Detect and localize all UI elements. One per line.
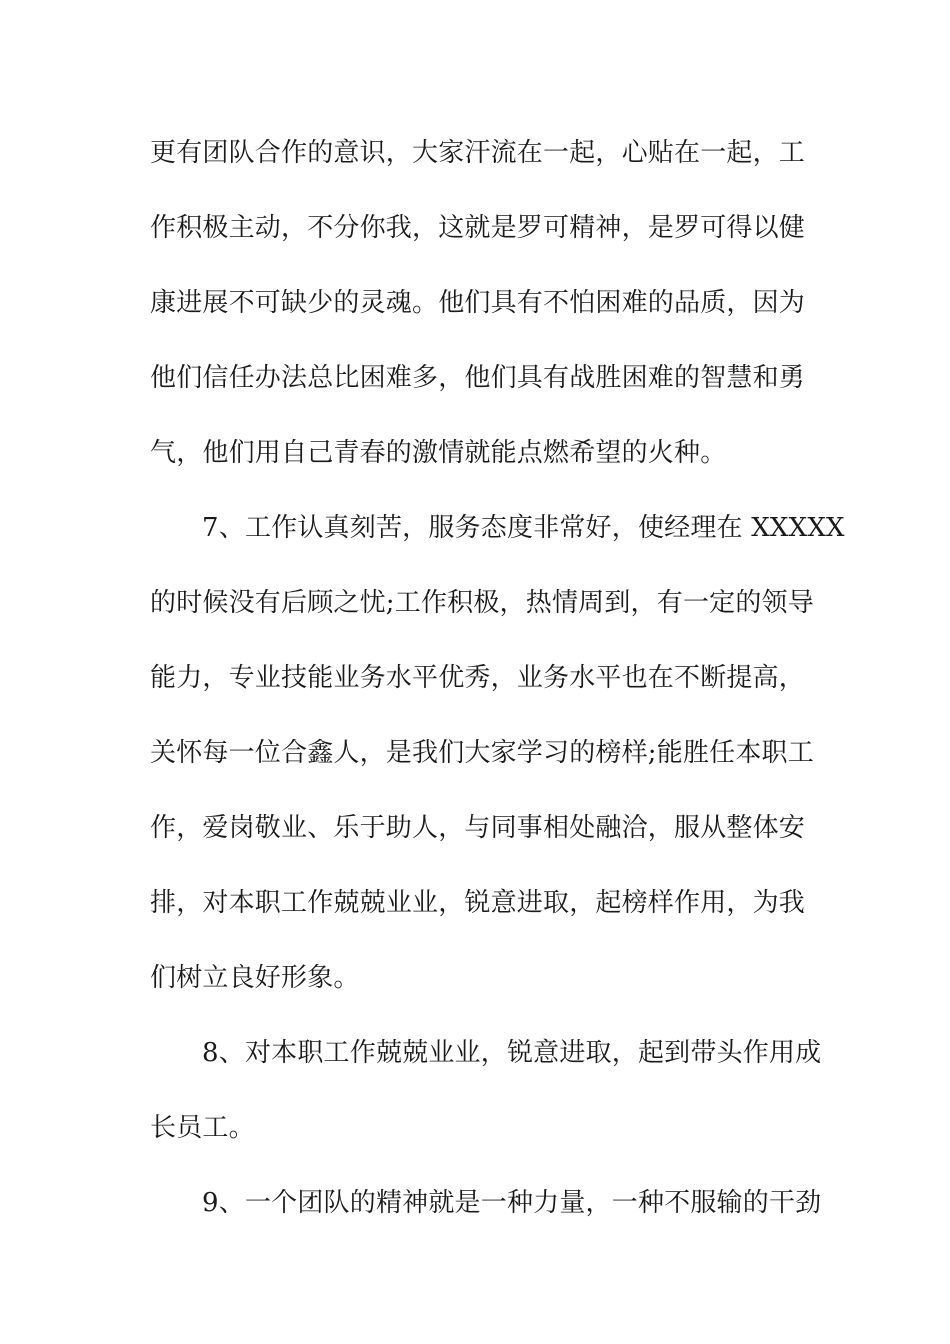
- text-line: 他们信任办法总比困难多，他们具有战胜困难的智慧和勇: [150, 363, 806, 393]
- text-line: 能力，专业技能业务水平优秀，业务水平也在不断提高，: [150, 663, 806, 693]
- text-line: 更有团队合作的意识，大家汗流在一起，心贴在一起，工: [150, 138, 806, 168]
- text-line: 的时候没有后顾之忧;工作积极，热情周到，有一定的领导: [150, 588, 814, 618]
- text-line: 排，对本职工作兢兢业业，锐意进取，起榜样作用，为我: [150, 888, 806, 918]
- paragraph-8-start: 8、对本职工作兢兢业业，锐意进取，起到带头作用成: [202, 1038, 822, 1068]
- text-line: 们树立良好形象。: [150, 963, 360, 993]
- text-line: 作积极主动，不分你我，这就是罗可精神，是罗可得以健: [150, 213, 806, 243]
- paragraph-9-start: 9、一个团队的精神就是一种力量，一种不服输的干劲: [202, 1188, 822, 1218]
- text-line: 长员工。: [150, 1113, 255, 1143]
- paragraph-7-start: 7、工作认真刻苦，服务态度非常好，使经理在 XXXXX: [202, 513, 845, 543]
- text-line: 关怀每一位合鑫人，是我们大家学习的榜样;能胜任本职工: [150, 738, 814, 768]
- text-line: 气，他们用自己青春的激情就能点燃希望的火种。: [150, 438, 727, 468]
- text-line: 作，爱岗敬业、乐于助人，与同事相处融洽，服从整体安: [150, 813, 806, 843]
- text-line: 康进展不可缺少的灵魂。他们具有不怕困难的品质，因为: [150, 288, 806, 318]
- body-text: [150, 126, 845, 1251]
